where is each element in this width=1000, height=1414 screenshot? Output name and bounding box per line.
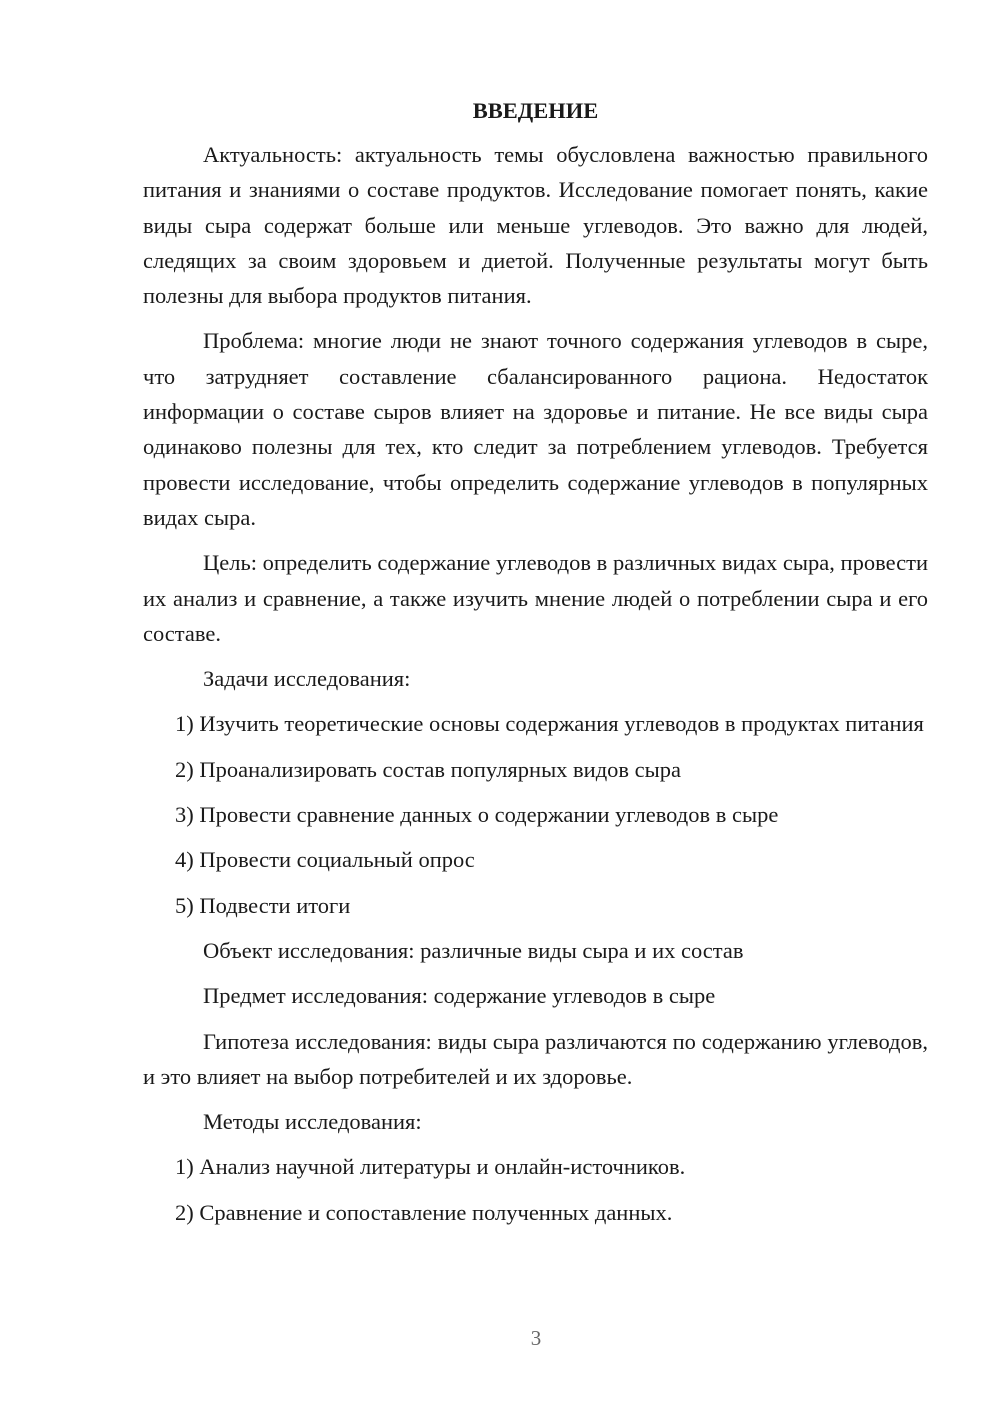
methods-heading: Методы исследования: [203,1109,422,1135]
page-body [143,96,928,1240]
task-item: 3) Провести сравнение данных о содержании углеводов в сыре [175,802,779,828]
problem-paragraph: Проблема: многие люди не знают точного содержания углеводов в сыре, что затрудняет составление сбалансированного рациона. Недостаток информации о составе сыров влияет на здоровье и питание. Не все виды сыра одинаково полезны для тех, кто следит за потреблением углеводов. Требуется провести исследование, чтобы определить содержание углеводов в популярных видах сыра. [143,328,928,530]
methods-list [143,1149,928,1230]
method-item: 1) Анализ научной литературы и онлайн-источников. [175,1154,686,1180]
object-paragraph: Объект исследования: различные виды сыра и их состав [203,937,744,963]
page-title: ВВЕДЕНИЕ [472,98,599,123]
subject-paragraph: Предмет исследования: содержание углеводов в сыре [203,983,716,1009]
goal-paragraph: Цель: определить содержание углеводов в различных видах сыра, провести их анализ и сравнение, а также изучить мнение людей о потреблении сыра и его составе. [143,550,928,646]
task-item: 2) Проанализировать состав популярных видов сыра [175,756,682,782]
page-number: 3 [530,1326,542,1350]
task-item: 4) Провести социальный опрос [175,847,475,873]
hypothesis-paragraph: Гипотеза исследования: виды сыра различаются по содержанию углеводов, и это влияет на выбор потребителей и их здоровье. [143,1028,928,1089]
tasks-list [143,706,928,922]
method-item: 2) Сравнение и сопоставление полученных данных. [175,1199,673,1225]
tasks-heading: Задачи исследования: [203,666,411,692]
task-item: 5) Подвести итоги [175,892,351,918]
task-item: 1) Изучить теоретические основы содержания углеводов в продуктах питания [175,711,924,737]
relevance-paragraph: Актуальность: актуальность темы обусловлена важностью правильного питания и знаниями о составе продуктов. Исследование помогает понять, какие виды сыра содержат больше или меньше углеводов. Это важно для людей, следящих за своим здоровьем и диетой. Полученные результаты могут быть полезны для выбора продуктов питания. [143,142,928,309]
